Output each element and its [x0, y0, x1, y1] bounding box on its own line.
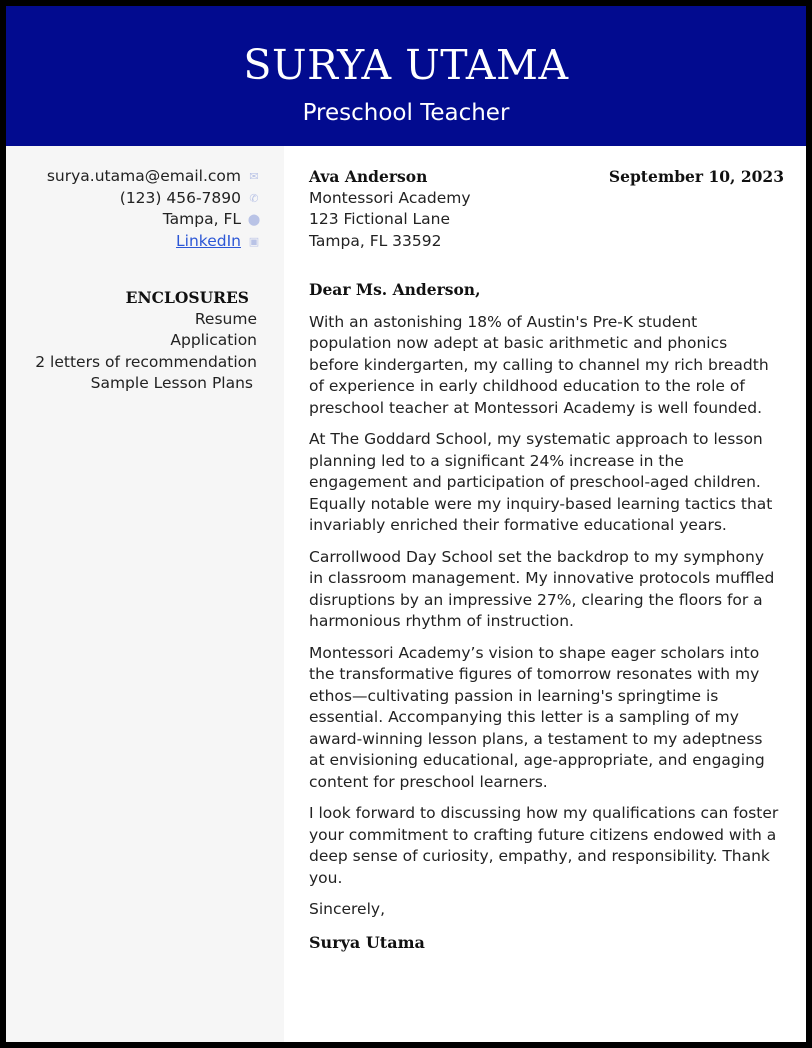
recipient-block	[309, 166, 779, 252]
header-banner	[6, 6, 806, 146]
phone-icon: ✆	[249, 191, 259, 205]
paragraph: With an astonishing 18% of Austin's Pre-K student population now adept at basic arithmetic and phonics before kindergarten, my calling to channel my rich breadth of experience in early childhood education to the role of preschool teacher at Montessori Academy is well founded.	[309, 312, 769, 417]
paragraph: Carrollwood Day School set the backdrop to my symphony in classroom management. My innovative protocols muffled disruptions by an impressive 27%, clearing the floors for a harmonious rhythm of instruction.	[309, 547, 775, 630]
contact-linkedin	[47, 231, 261, 253]
linkedin-icon: ▣	[248, 234, 260, 248]
recipient-street: 123 Fictional Lane	[309, 210, 451, 228]
paragraph: I look forward to discussing how my qualifications can foster your commitment to crafting future citizens endowed with a deep sense of curiosity, empathy, and responsibility. Thank you.	[309, 804, 779, 887]
contact-info	[47, 166, 261, 252]
linkedin-link[interactable]: LinkedIn	[176, 231, 241, 250]
paragraph: At The Goddard School, my systematic approach to lesson planning led to a significant 24% increase in the engagement and participation of preschool-aged children. Equally notable were my inquiry-based learning tactics that invariably enriched their formative educational years.	[309, 430, 773, 534]
letter-date: September 10, 2023	[608, 167, 784, 186]
contact-email	[47, 166, 261, 188]
paragraph: Montessori Academy’s vision to shape eager scholars into the transformative figures of tomorrow resonates with my ethos—cultivating passion in learning's springtime is essential. Accompanying this letter is a sampling of my award-winning lesson plans, a testament to my adeptness at envisioning educational, age-appropriate, and engaging content for preschool learners.	[309, 643, 765, 791]
recipient-company: Montessori Academy	[309, 188, 471, 207]
recipient-city: Tampa, FL 33592	[309, 231, 442, 250]
recipient-name: Ava Anderson	[309, 167, 428, 186]
sidebar	[6, 146, 284, 1042]
enclosure-item: 2 letters of recommendation	[35, 352, 257, 371]
map-pin-icon: ⬤	[247, 213, 261, 226]
enclosures-section	[35, 287, 257, 395]
location-text: Tampa, FL	[162, 210, 241, 228]
applicant-name: SURYA UTAMA	[243, 41, 569, 89]
email-text: surya.utama@email.com	[46, 167, 241, 185]
enclosure-item: Sample Lesson Plans	[90, 374, 253, 392]
letter-paragraphs	[309, 312, 779, 890]
salutation: Dear Ms. Anderson,	[309, 280, 481, 299]
envelope-icon: ✉	[249, 170, 259, 183]
contact-location	[47, 209, 261, 231]
enclosures-heading: ENCLOSURES	[125, 288, 249, 307]
phone-text: (123) 456-7890	[119, 188, 241, 207]
closing: Sincerely,	[309, 900, 386, 918]
cover-letter-page	[6, 6, 806, 1042]
enclosure-item: Resume	[194, 309, 257, 328]
job-title: Preschool Teacher	[302, 100, 510, 126]
signature: Surya Utama	[309, 932, 425, 952]
contact-phone	[47, 188, 261, 210]
enclosure-item: Application	[170, 331, 257, 349]
letter-body	[309, 166, 779, 954]
